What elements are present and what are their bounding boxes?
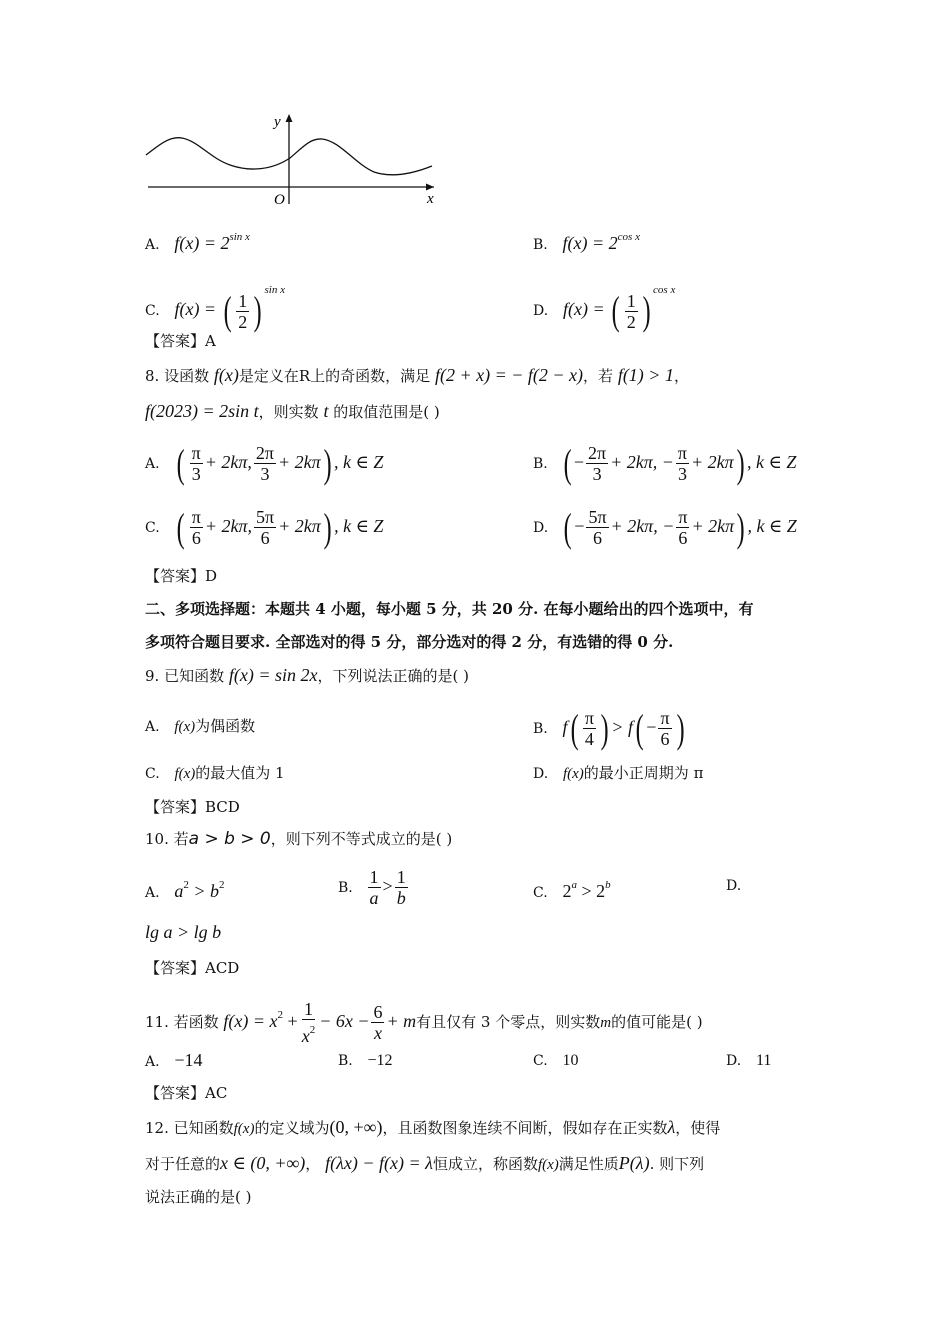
q7-option-d[interactable]: D. f(x) = ( $\frac{1}{2}$ ) $^{cos x}$ — [533, 284, 676, 333]
q10-stem: 10. 若a > b > 0，则下列不等式成立的是( ) — [145, 829, 453, 849]
q10-option-b[interactable]: B. $\frac{1}{a}$ > $\frac{1}{b}$ — [338, 867, 406, 909]
q11-option-d[interactable]: D. 11 — [726, 1052, 772, 1069]
q10-option-d-text[interactable]: lg a > lg b — [145, 922, 222, 942]
function-graph — [140, 108, 450, 208]
q9-option-c[interactable]: C. f(x)的最大值为 1 — [145, 764, 285, 782]
q8-option-a[interactable]: A. ( $\frac{\pi}{3}$ + 2kπ, $\frac{2\pi}{3}$ + 2kπ) , k ∈ Z — [145, 440, 384, 486]
q8-stem-line2: f(2023) = 2sin t，则实数 t 的取值范围是( ) — [145, 401, 440, 421]
q12-stem-line1: 12. 已知函数f(x)的定义域为(0, +∞)，且函数图象连续不间断，假如存在正实数λ，使得 — [145, 1117, 721, 1137]
q10-option-c[interactable]: C. $2^a > 2^b$ — [533, 879, 611, 901]
q9-option-d[interactable]: D. f(x)的最小正周期为 π — [533, 764, 704, 782]
y-axis-label: y — [274, 114, 281, 130]
q11-option-a[interactable]: A. −14 — [145, 1050, 203, 1070]
q7-option-a[interactable]: A. $f(x) = 2^{sin x}$ — [145, 231, 250, 253]
q7-option-b[interactable]: B. $f(x) = 2^{cos x}$ — [533, 231, 640, 253]
q8-option-b[interactable]: B. ( − $\frac{2\pi}{3}$ + 2kπ, − $\frac{\pi}{3}$ + 2kπ) , k ∈ Z — [533, 440, 797, 486]
q12-stem-line2: 对于任意的x ∈ (0, +∞)， f(λx) − f(x) = λ恒成立，称函数f(x)满足性质P(λ). 则下列 — [145, 1153, 705, 1173]
q11-option-b[interactable]: B. −12 — [338, 1052, 393, 1069]
q9-stem: 9. 已知函数 f(x) = sin 2x，下列说法正确的是( ) — [145, 665, 469, 685]
q9-option-a[interactable]: A. f(x)为偶函数 — [145, 717, 256, 735]
q9-answer: 【答案】BCD — [145, 798, 240, 816]
q10-option-d-label[interactable]: D. — [726, 878, 742, 894]
q7-option-c[interactable]: C. f(x) = ( $\frac{1}{2}$ ) $^{sin x}$ — [145, 284, 285, 333]
x-axis-arrow — [426, 184, 434, 191]
q8-answer: 【答案】D — [145, 567, 218, 585]
q11-stem: 11. 若函数 $f(x) = x^2$ + $\frac{1}{x^2}$ − 6x − $\frac{6}{x}$ + m有且仅有 3 个零点，则实数m的值可能是( ) — [145, 999, 703, 1047]
q9-option-b[interactable]: B. f( $\frac{\pi}{4}$ ) > f( − $\frac{\pi}{6}$ ) — [533, 705, 685, 751]
q10-option-a[interactable]: A. $a^2 > b^2$ — [145, 879, 225, 901]
q8-stem-line1: 8. 设函数 f(x)是定义在R上的奇函数，满足 f(2 + x) = − f(2 − x)，若 f(1) > 1， — [145, 365, 689, 385]
x-axis-label: x — [427, 191, 434, 207]
section2-header-line1: 二、多项选择题：本题共 4 小题，每小题 5 分，共 20 分. 在每小题给出的四个选项中，有 — [145, 600, 754, 618]
q8-option-d[interactable]: D. ( − $\frac{5\pi}{6}$ + 2kπ, − $\frac{\pi}{6}$ + 2kπ) , k ∈ Z — [533, 504, 797, 550]
q12-stem-line3: 说法正确的是( ) — [145, 1188, 252, 1206]
origin-label: O — [274, 192, 285, 208]
q8-option-c[interactable]: C. ( $\frac{\pi}{6}$ + 2kπ, $\frac{5\pi}{6}$ + 2kπ) , k ∈ Z — [145, 504, 384, 550]
q11-option-c[interactable]: C. 10 — [533, 1052, 579, 1069]
section2-header-line2: 多项符合题目要求. 全部选对的得 5 分，部分选对的得 2 分，有选错的得 0 分. — [145, 633, 674, 651]
q11-answer: 【答案】AC — [145, 1084, 228, 1102]
q10-answer: 【答案】ACD — [145, 959, 240, 977]
y-axis-arrow — [286, 114, 293, 122]
q7-answer: 【答案】A — [145, 332, 216, 350]
